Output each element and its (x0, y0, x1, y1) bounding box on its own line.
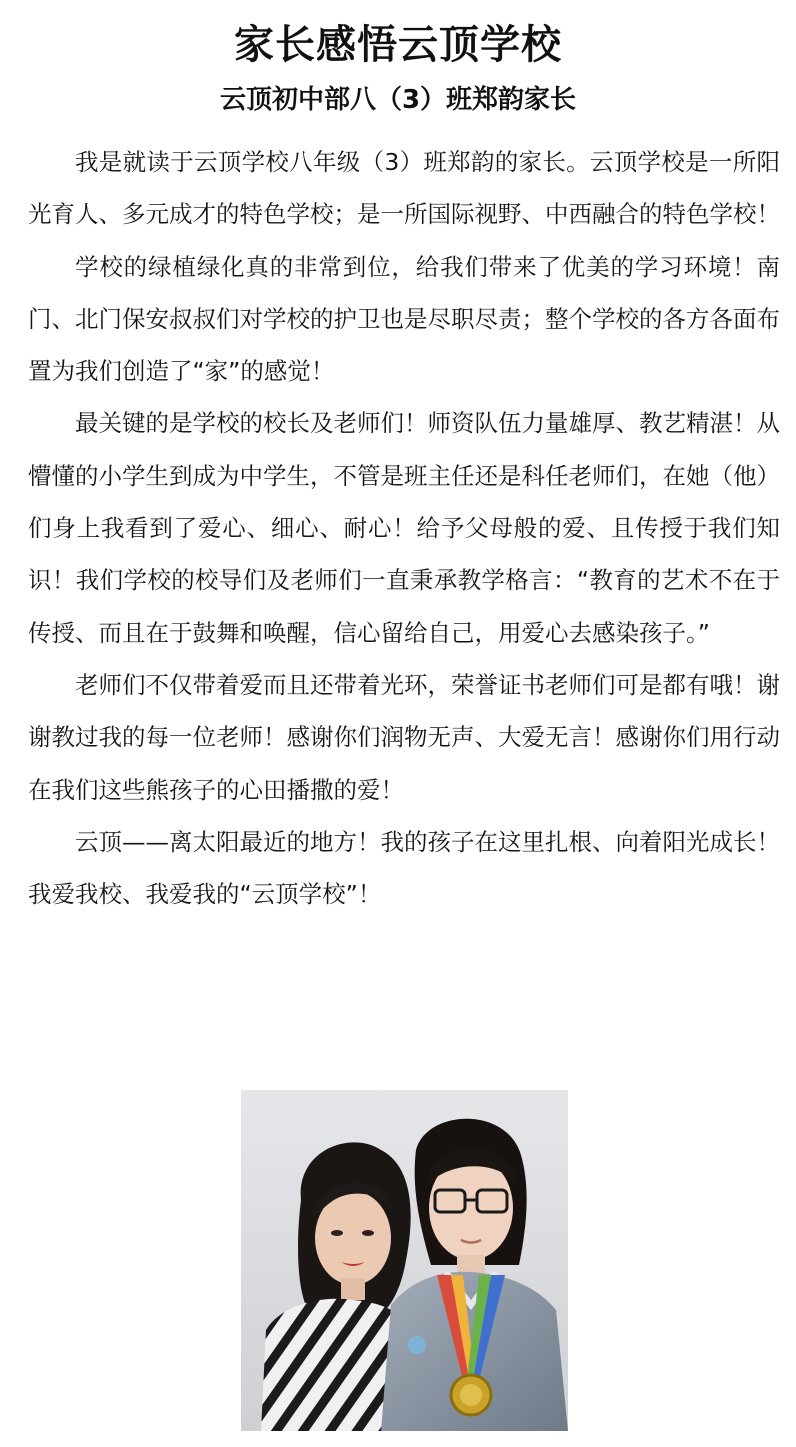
paragraph-3: 最关键的是学校的校长及老师们！师资队伍力量雄厚、教艺精湛！从懵懂的小学生到成为中学生，不管是班主任还是科任老师们，在她（他）们身上我看到了爱心、细心、耐心！给予父母般的爱、且传授于我们知识！我们学校的校导们及老师们一直秉承教学格言：“教育的艺术不在于传授、而且在于鼓舞和唤醒，信心留给自己，用爱心去感染孩子。” (28, 409, 780, 647)
parent-and-student-photo (241, 1090, 568, 1431)
paragraph-4: 老师们不仅带着爱而且还带着光环，荣誉证书老师们可是都有哦！谢谢教过我的每一位老师！感谢你们润物无声、大爱无言！感谢你们用行动在我们这些熊孩子的心田播撒的爱！ (28, 670, 780, 804)
page-title: 家长感悟云顶学校 (234, 22, 562, 68)
paragraph-2: 学校的绿植绿化真的非常到位，给我们带来了优美的学习环境！南门、北门保安叔叔们对学校的护卫也是尽职尽责；整个学校的各方各面布置为我们创造了“家”的感觉！ (28, 252, 780, 386)
paragraph-1: 我是就读于云顶学校八年级（3）班郑韵的家长。云顶学校是一所阳光育人、多元成才的特色学校；是一所国际视野、中西融合的特色学校！ (28, 148, 780, 229)
page-subtitle: 云顶初中部八（3）班郑韵家长 (219, 85, 577, 115)
paragraph-5: 云顶——离太阳最近的地方！我的孩子在这里扎根、向着阳光成长！我爱我校、我爱我的“云顶学校”！ (28, 827, 780, 909)
parent-and-student-photo-icon (241, 1090, 568, 1431)
article-body (28, 136, 780, 920)
